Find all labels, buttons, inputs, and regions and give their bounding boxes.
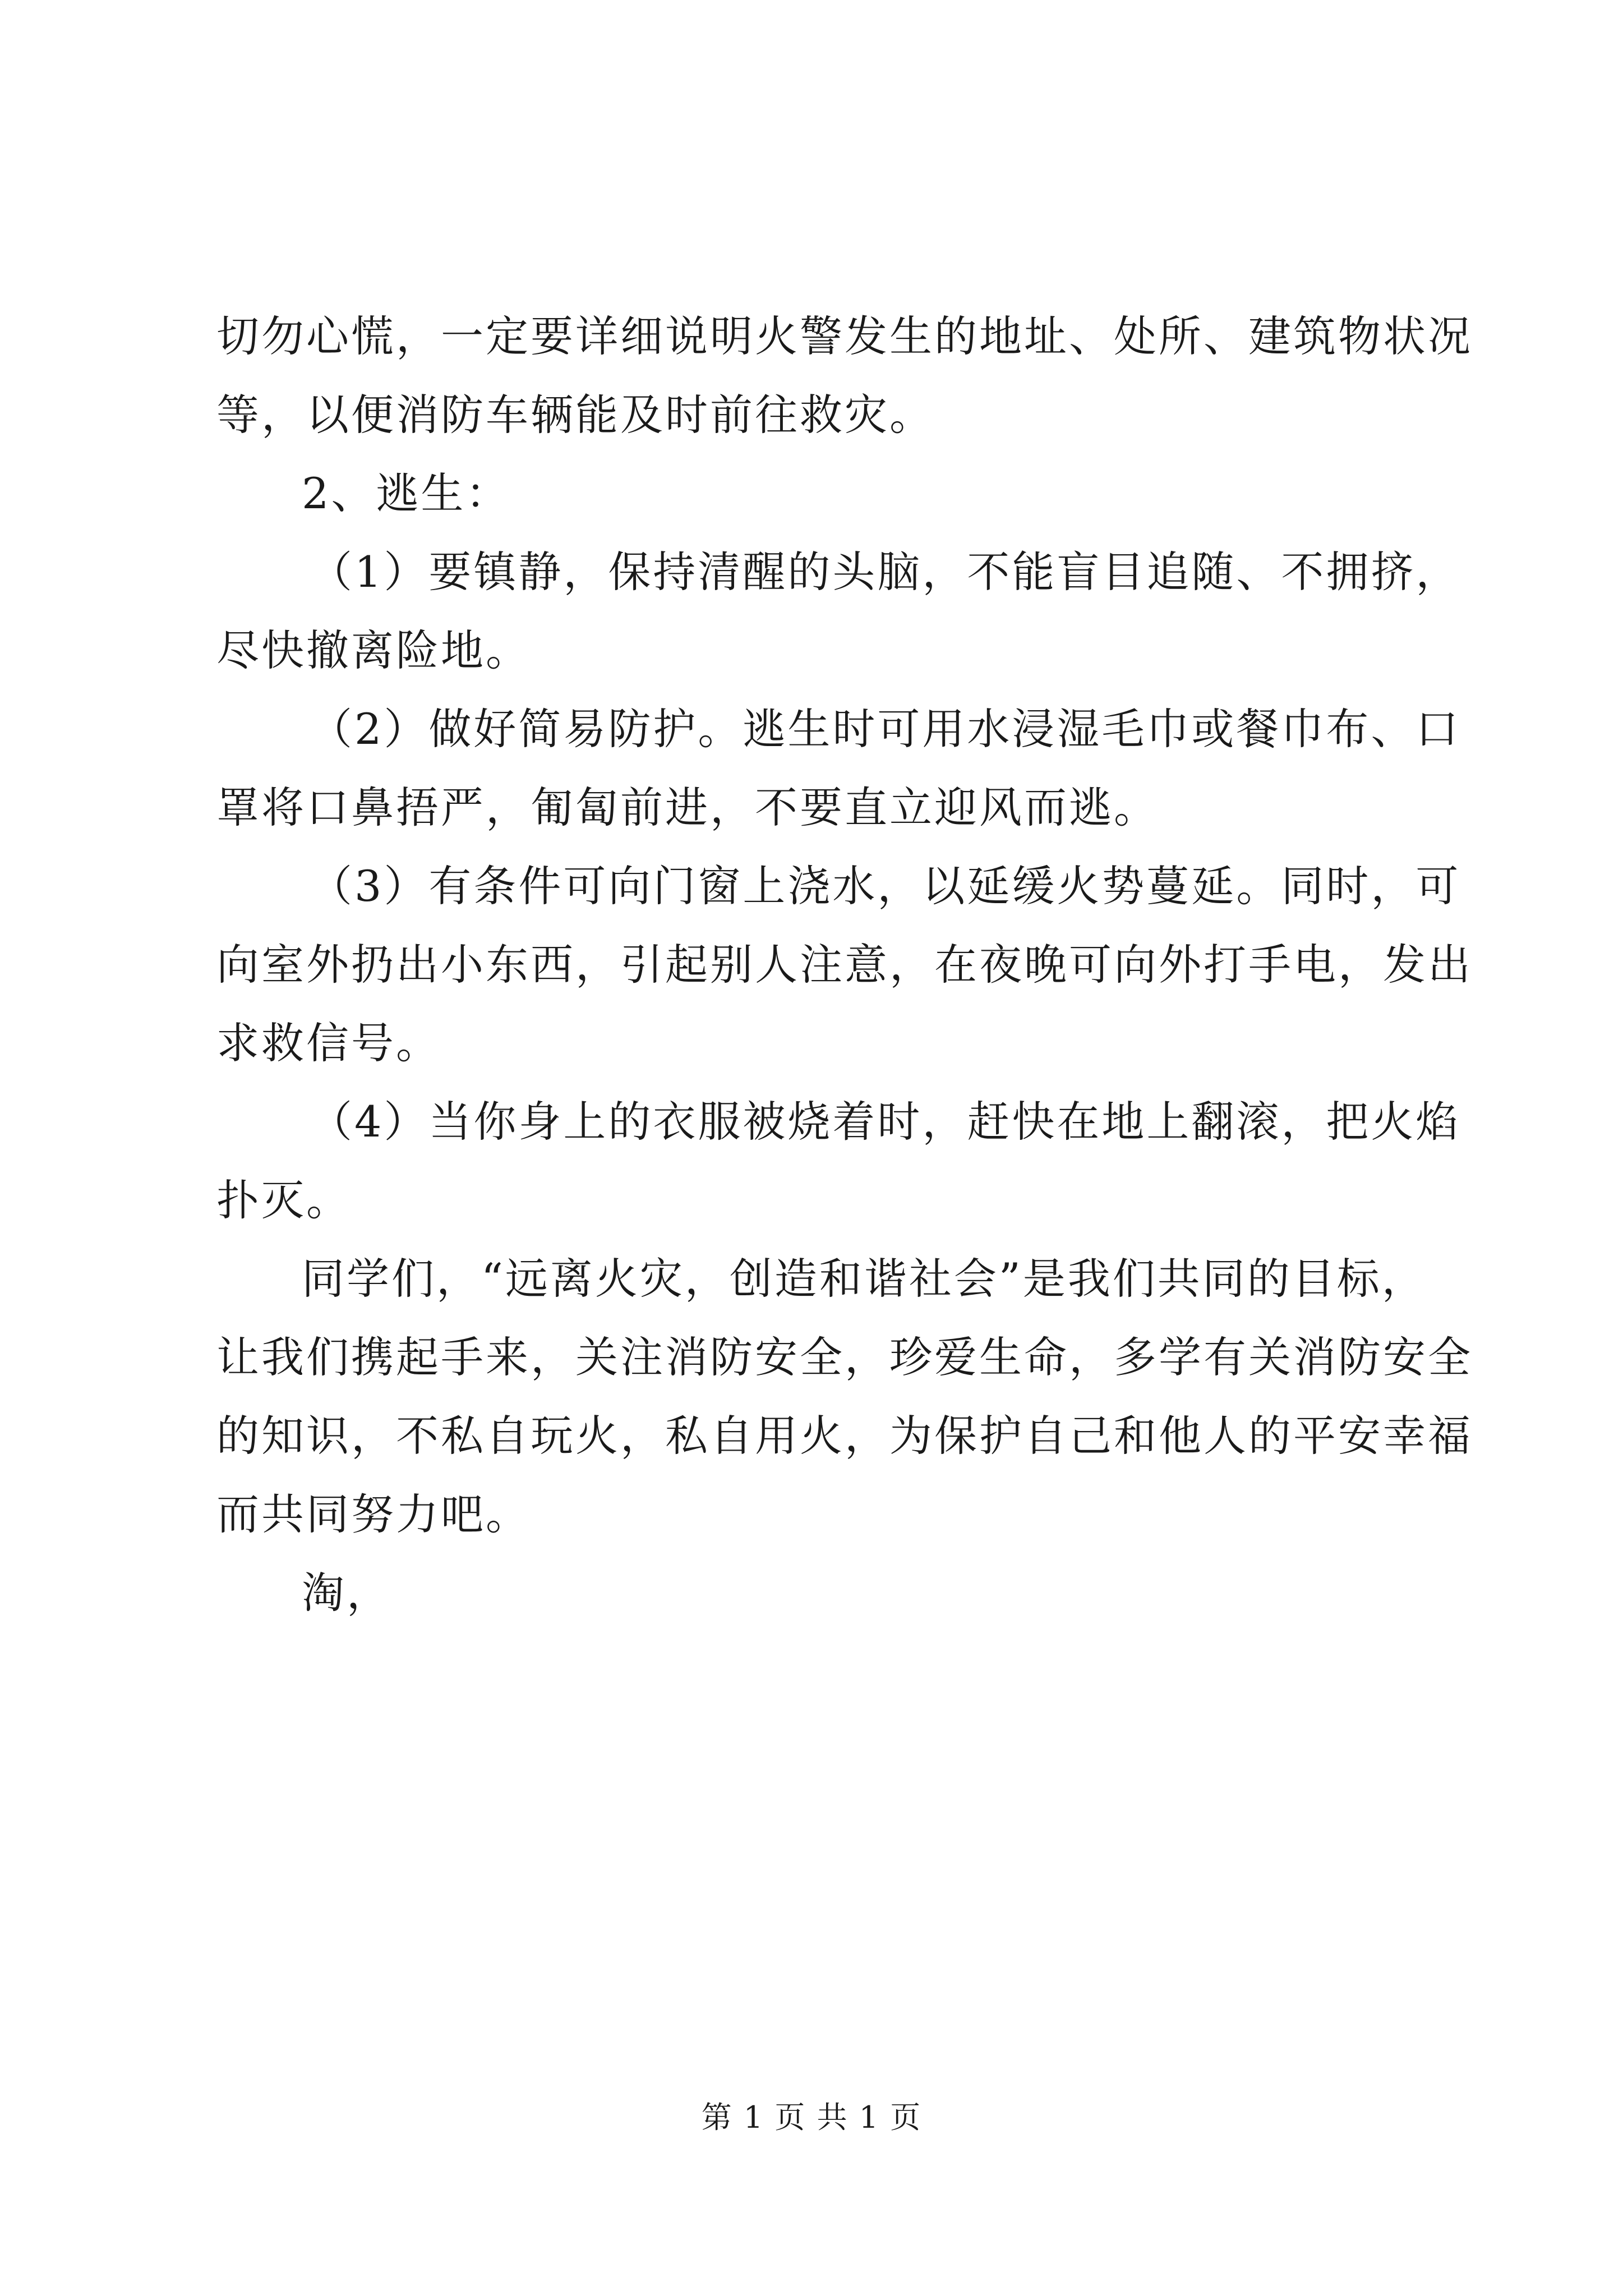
- text-line: 罩将口鼻捂严，匍匐前进，不要直立迎风而逃。: [216, 783, 1159, 832]
- list-item-line: （4）当你身上的衣服被烧着时，赶快在地上翻滚，把火焰: [310, 1097, 1461, 1147]
- text-line: 切勿心慌，一定要详细说明火警发生的地址、处所、建筑物状况: [216, 311, 1473, 361]
- text-line: 扑灭。: [216, 1175, 351, 1225]
- text-line: 求救信号。: [216, 1018, 441, 1068]
- text-line: 向室外扔出小东西，引起别人注意，在夜晚可向外打手电，发出: [216, 940, 1473, 990]
- document-body: [216, 297, 1473, 1632]
- paragraph-start-line: 同学们，“远离火灾，创造和谐社会”是我们共同的目标，: [302, 1254, 1427, 1304]
- text-line: 尽快撤离险地。: [216, 625, 531, 675]
- page-number-footer: 第 1 页 共 1 页: [701, 2100, 922, 2135]
- text-line: 等，以便消防车辆能及时前往救灾。: [216, 390, 934, 440]
- list-item-line: （1）要镇静，保持清醒的头脑，不能盲目追随、不拥挤，: [310, 547, 1461, 597]
- list-item-line: （2）做好简易防护。逃生时可用水浸湿毛巾或餐巾布、口: [310, 704, 1461, 754]
- text-line: 的知识，不私自玩火，私自用火，为保护自己和他人的平安幸福: [216, 1411, 1473, 1461]
- paragraph-start-line: 淘，: [302, 1568, 391, 1618]
- list-item-line: （3）有条件可向门窗上浇水，以延缓火势蔓延。同时，可: [310, 861, 1461, 911]
- text-line: 而共同努力吧。: [216, 1489, 531, 1539]
- text-line: 让我们携起手来，关注消防安全，珍爱生命，多学有关消防安全: [216, 1332, 1473, 1382]
- section-heading: 2、逃生：: [302, 468, 511, 518]
